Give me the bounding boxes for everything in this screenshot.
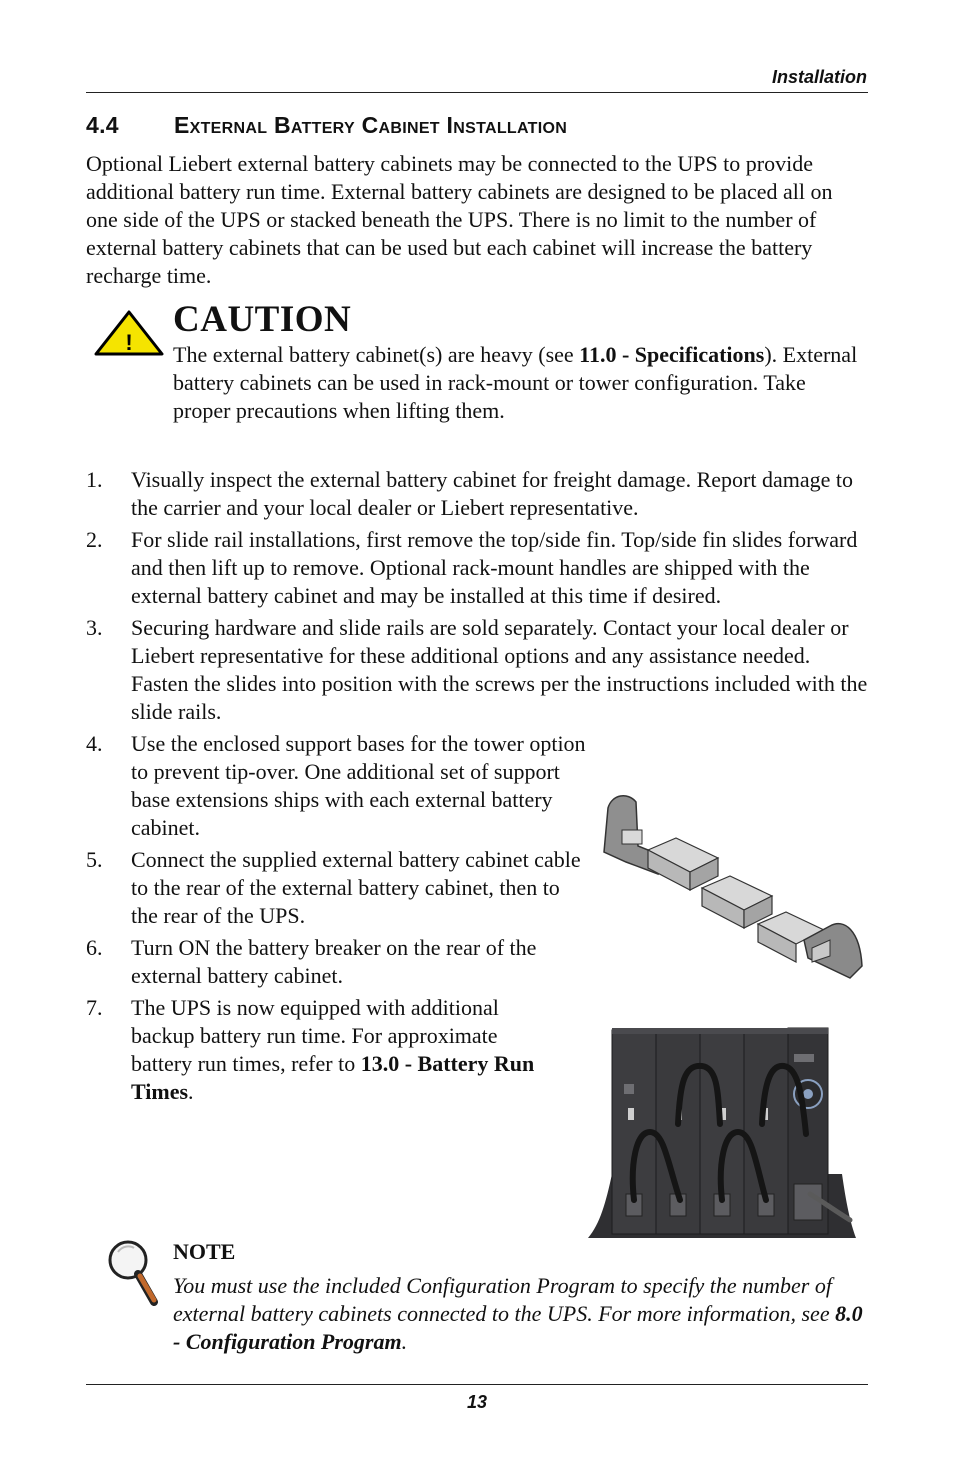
header-rule <box>86 92 868 93</box>
svg-text:!: ! <box>125 330 133 355</box>
running-header: Installation <box>771 67 867 87</box>
step-6: 6. Turn ON the battery breaker on the rear of the external battery cabinet. <box>86 935 537 988</box>
warning-triangle-icon <box>94 310 164 356</box>
step-2: 2. For slide rail installations, first remove the top/side fin. Top/side fin slides forward and then lift up to remove. Optional rack-mount handles are shipped with the external battery cabinet and may be installed at this time if desired. <box>86 527 858 608</box>
battery-run-times-reference: 13.0 - Battery Run Times <box>131 1051 535 1104</box>
step-1: 1. Visually inspect the external battery cabinet for freight damage. Report damage to the carrier and your local dealer or Liebert representative. <box>86 467 853 520</box>
support-bases-illustration <box>598 790 864 980</box>
intro-paragraph: Optional Liebert external battery cabinets may be connected to the UPS to provide additional battery run time. External battery cabinets are designed to be placed all on one side of the UPS or stacked beneath the UPS. There is no limit to the number of external battery cabinets that can be used but each cabinet will increase the battery recharge time. <box>86 151 833 288</box>
section-number: 4.4 <box>86 112 119 138</box>
section-title: External Battery Cabinet Installation <box>174 112 568 138</box>
magnifier-icon <box>104 1238 160 1308</box>
page-number: 13 <box>466 1392 488 1412</box>
step-7: 7. The UPS is now equipped with additional backup battery run time. For approximate battery run times, refer to 13.0 - Battery Run Times. <box>86 995 535 1104</box>
configuration-program-reference: 8.0 - Configuration Program <box>173 1301 863 1354</box>
note-text: You must use the included Configuration Program to specify the number of external battery cabinets connected to the UPS. For more information, see 8.0 - Configuration Program. <box>173 1273 863 1354</box>
footer-rule <box>86 1384 868 1385</box>
specifications-reference: 11.0 - Specifications <box>579 342 765 367</box>
installation-steps <box>86 466 868 1110</box>
caution-title: CAUTION <box>173 299 352 340</box>
caution-text: The external battery cabinet(s) are heavy (see 11.0 - Specifications). External battery cabinets can be used in rack-mount or tower configuration. Take proper precautions when lifting them. <box>173 342 858 423</box>
section-heading <box>86 112 567 139</box>
note-title: NOTE <box>173 1239 236 1264</box>
step-3: 3. Securing hardware and slide rails are sold separately. Contact your local dealer or Liebert representative for these additional options and any assistance needed. Fasten the slides into position with the screws per the instructions included with the slide rails. <box>86 615 868 724</box>
step-4: 4. Use the enclosed support bases for the tower option to prevent tip-over. One additional set of support base extensions ships with each external battery cabinet. <box>86 731 586 840</box>
step-5: 5. Connect the supplied external battery cabinet cable to the rear of the external battery cabinet, then to the rear of the UPS. <box>86 847 581 928</box>
cabinets-and-ups-rear-illustration <box>584 1024 858 1242</box>
